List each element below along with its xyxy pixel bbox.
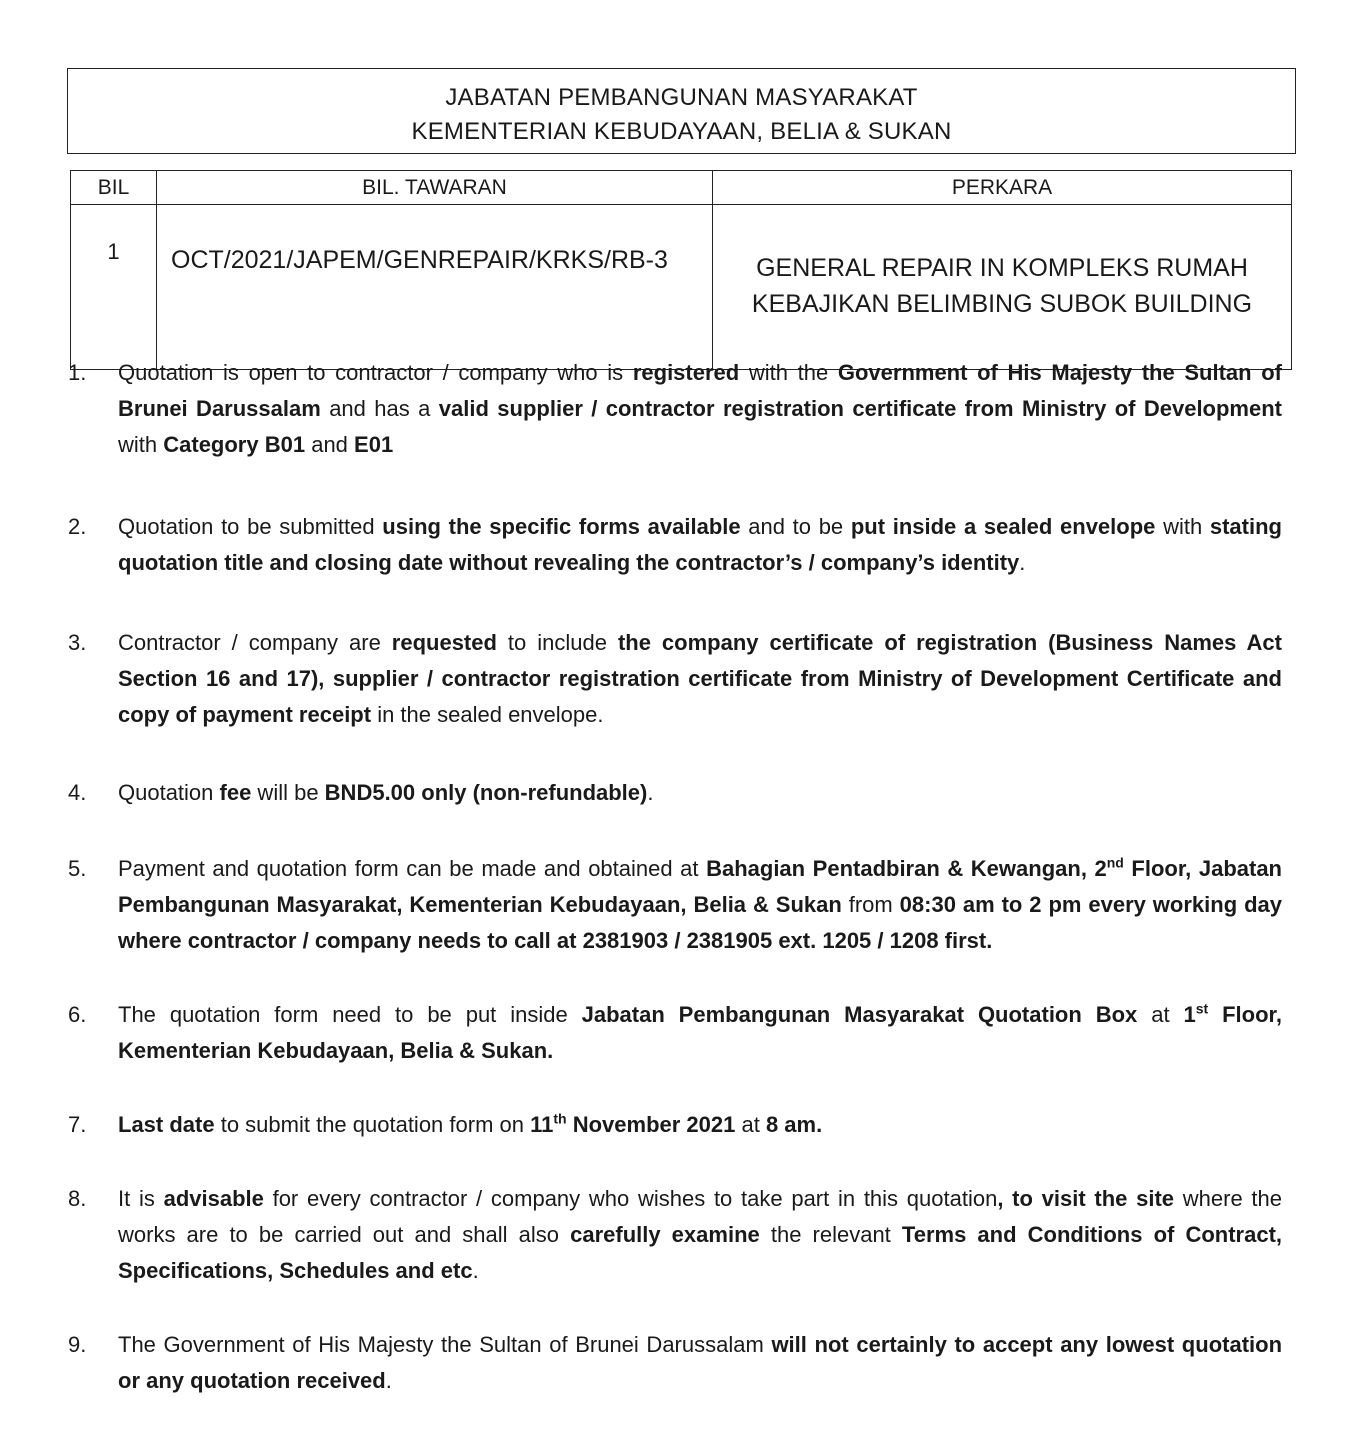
condition-text: Quotation fee will be BND5.00 only (non-refundable). xyxy=(118,780,654,805)
condition-item-2 xyxy=(68,509,1282,581)
conditions-list xyxy=(68,355,1282,1399)
quotation-reference: OCT/2021/JAPEM/GENREPAIR/KRKS/RB-3 xyxy=(157,205,713,370)
condition-text: Last date to submit the quotation form on 11th November 2021 at 8 am. xyxy=(118,1110,823,1137)
condition-number: 3. xyxy=(68,630,87,655)
condition-item-1 xyxy=(68,355,1282,463)
condition-number: 5. xyxy=(68,856,87,881)
condition-number: 7. xyxy=(68,1112,87,1137)
condition-text: The quotation form need to be put inside Jabatan Pembangunan Masyarakat Quotation Box at 1st Floor, Kementerian Kebudayaan, Belia & Sukan. xyxy=(118,1000,1282,1063)
condition-number: 6. xyxy=(68,1002,87,1027)
condition-number: 1. xyxy=(68,360,87,385)
condition-number: 8. xyxy=(68,1186,87,1211)
condition-number: 9. xyxy=(68,1332,87,1357)
condition-text: Payment and quotation form can be made and obtained at Bahagian Pentadbiran & Kewangan, 2nd Floor, Jabatan Pembangunan Masyarakat, Kementerian Kebudayaan, Belia & Sukan from 08:30 am to 2 pm every working day where contractor / company needs to call at 2381903 / 2381905 ext. 1205 / 1208 first. xyxy=(118,854,1282,953)
ministry-name: KEMENTERIAN KEBUDAYAAN, BELIA & SUKAN xyxy=(411,118,952,145)
quotation-subject xyxy=(713,205,1292,370)
quotation-table xyxy=(70,170,1292,370)
condition-item-8 xyxy=(68,1181,1282,1289)
condition-item-6 xyxy=(68,997,1282,1069)
row-number: 1 xyxy=(71,205,157,370)
condition-text: Quotation to be submitted using the specific forms available and to be put inside a sealed envelope with stating quotation title and closing date without revealing the contractor’s / company’s identity. xyxy=(118,514,1282,575)
condition-text: The Government of His Majesty the Sultan of Brunei Darussalam will not certainly to accept any lowest quotation or any quotation received. xyxy=(118,1332,1283,1393)
condition-item-5 xyxy=(68,851,1282,959)
department-name: JABATAN PEMBANGUNAN MASYARAKAT xyxy=(445,84,918,111)
column-header-bil-tawaran: BIL. TAWARAN xyxy=(157,171,713,205)
condition-item-7 xyxy=(68,1107,1282,1143)
letterhead-box xyxy=(67,68,1296,154)
column-header-bil: BIL xyxy=(71,171,157,205)
quotation-subject-line2: KEBAJIKAN BELIMBING SUBOK BUILDING xyxy=(751,290,1253,318)
column-header-perkara: PERKARA xyxy=(713,171,1292,205)
quotation-subject-line1: GENERAL REPAIR IN KOMPLEKS RUMAH xyxy=(756,254,1248,282)
table-header-row xyxy=(71,171,1292,205)
condition-item-3 xyxy=(68,625,1282,733)
condition-item-9 xyxy=(68,1327,1282,1399)
condition-item-4 xyxy=(68,775,1282,811)
condition-number: 2. xyxy=(68,514,87,539)
condition-text: It is advisable for every contractor / company who wishes to take part in this quotation, to visit the site where the works are to be carried out and shall also carefully examine the relevant Terms and Conditions of Contract, Specifications, Schedules and etc. xyxy=(118,1186,1283,1283)
condition-number: 4. xyxy=(68,780,87,805)
table-row xyxy=(71,205,1292,370)
condition-text: Contractor / company are requested to include the company certificate of registration (Business Names Act Section 16 and 17), supplier / contractor registration certificate from Ministry of Development Certificate and copy of payment receipt in the sealed envelope. xyxy=(118,630,1282,727)
condition-text: Quotation is open to contractor / company who is registered with the Government of His Majesty the Sultan of Brunei Darussalam and has a valid supplier / contractor registration certificate from Ministry of Development with Category B01 and E01 xyxy=(118,360,1282,457)
